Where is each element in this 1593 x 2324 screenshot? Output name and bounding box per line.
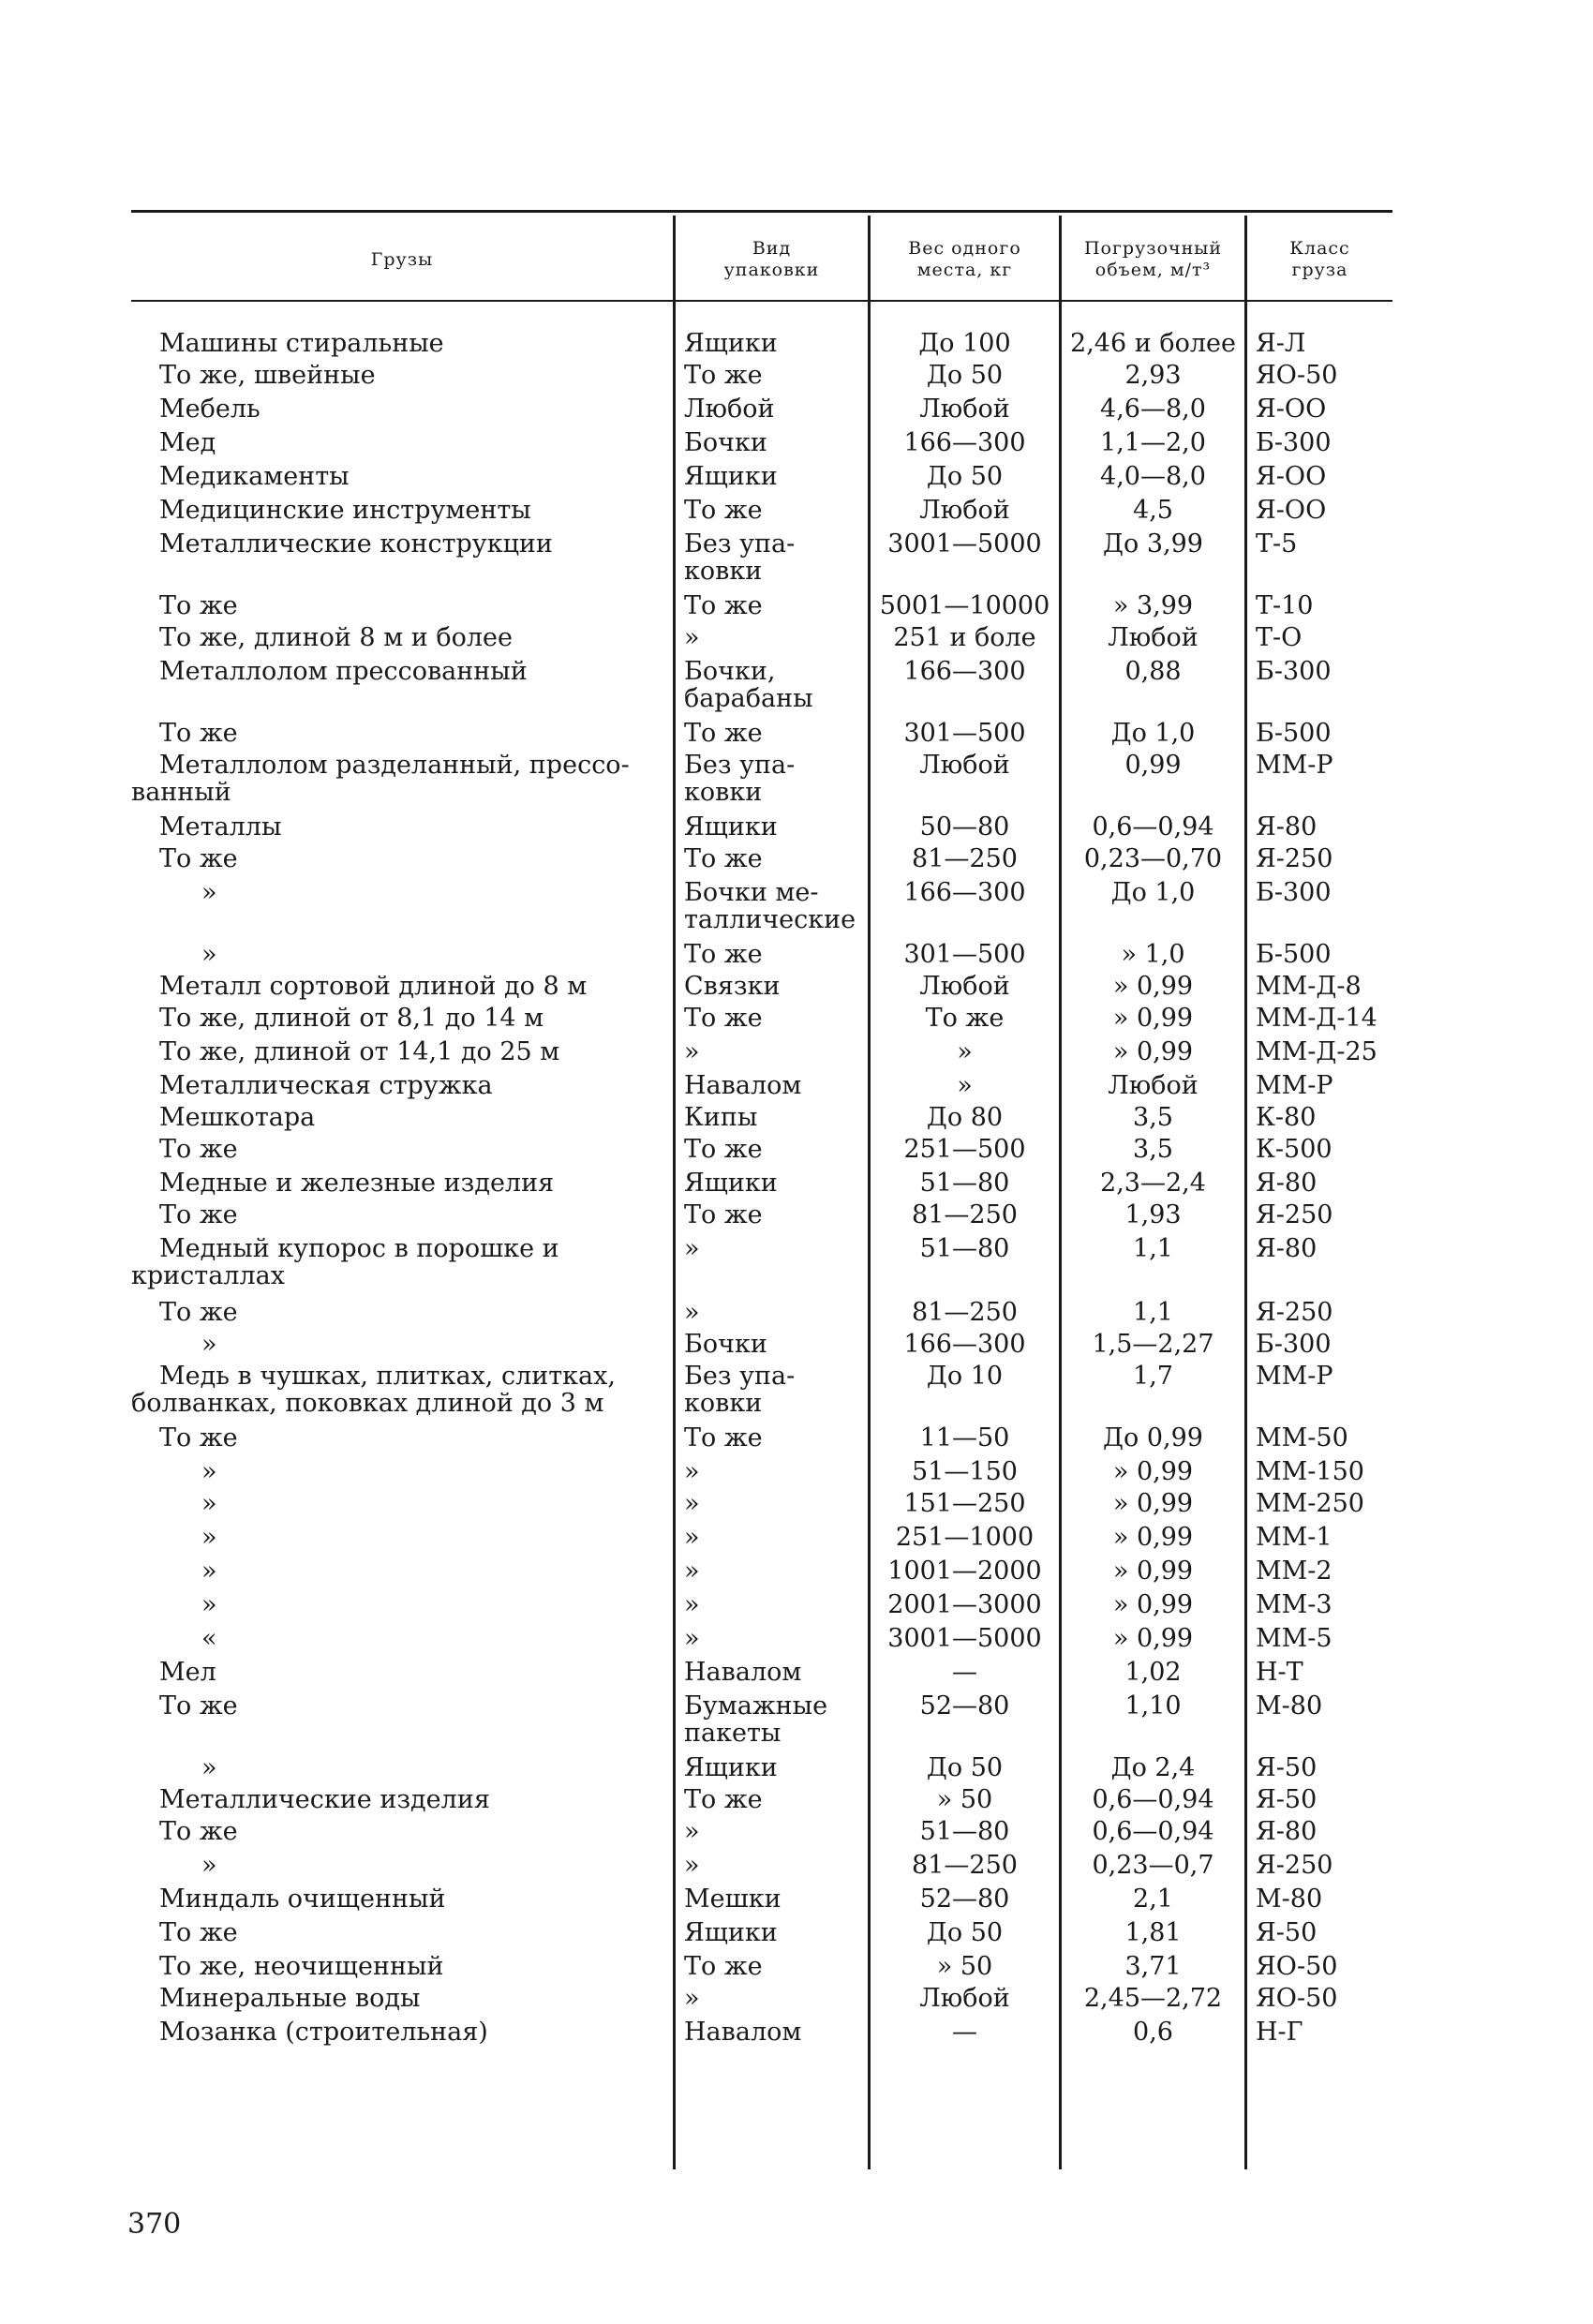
- weight-cell: 301—500: [903, 940, 1026, 969]
- volume-cell: 2,93: [1124, 361, 1182, 390]
- volume-cell: » 0,99: [1112, 972, 1194, 1001]
- cargo-cell: Мебель: [159, 395, 261, 424]
- weight-cell: 11—50: [919, 1423, 1010, 1452]
- packaging-cell: То же: [684, 1952, 763, 1981]
- class-cell: Я-80: [1256, 1817, 1318, 1846]
- weight-cell: —: [952, 2018, 977, 2047]
- header-cargo: Грузы: [370, 248, 434, 270]
- weight-cell: 166—300: [903, 878, 1026, 907]
- volume-cell: » 0,99: [1112, 1037, 1194, 1066]
- class-cell: ММ-250: [1256, 1489, 1364, 1518]
- weight-cell: До 50: [926, 1918, 1004, 1947]
- class-cell: Я-250: [1256, 1298, 1333, 1327]
- packaging-cell: Без упа- ковки: [684, 529, 796, 586]
- weight-cell: 51—150: [912, 1457, 1018, 1486]
- cargo-cell: Металлы: [159, 812, 282, 842]
- cargo-cell: »: [201, 1557, 217, 1586]
- weight-cell: 166—300: [903, 657, 1026, 686]
- cargo-cell: То же, длиной от 8,1 до 14 м: [159, 1004, 544, 1033]
- cargo-cell: То же: [159, 1918, 238, 1947]
- cargo-cell: То же: [159, 1200, 238, 1229]
- packaging-cell: То же: [684, 940, 763, 969]
- weight-cell: 166—300: [903, 428, 1026, 457]
- class-cell: Я-250: [1256, 844, 1333, 873]
- weight-cell: Любой: [919, 751, 1010, 780]
- packaging-cell: »: [684, 1984, 700, 2013]
- volume-cell: » 1,0: [1121, 940, 1185, 969]
- cargo-cell: Медицинские инструменты: [159, 496, 531, 525]
- class-cell: Б-300: [1256, 878, 1332, 907]
- weight-cell: 3001—5000: [887, 1624, 1042, 1653]
- volume-cell: » 0,99: [1112, 1624, 1194, 1653]
- volume-cell: До 1,0: [1110, 719, 1196, 748]
- packaging-cell: То же: [684, 361, 763, 390]
- class-cell: ММ-5: [1256, 1624, 1332, 1653]
- packaging-cell: Без упа- ковки: [684, 751, 796, 807]
- volume-cell: До 1,0: [1110, 878, 1196, 907]
- packaging-cell: Ящики: [684, 812, 778, 842]
- cargo-cell: То же, длиной от 14,1 до 25 м: [159, 1037, 560, 1066]
- volume-cell: 2,45—2,72: [1083, 1984, 1223, 2013]
- cargo-cell: »: [201, 1523, 217, 1552]
- header-volume: Погрузочный объем, м/т³: [1083, 238, 1223, 280]
- weight-cell: » 50: [936, 1785, 993, 1814]
- volume-cell: Любой: [1108, 623, 1198, 652]
- volume-cell: » 0,99: [1112, 1004, 1194, 1033]
- weight-cell: Любой: [919, 972, 1010, 1001]
- volume-cell: 1,5—2,27: [1092, 1330, 1214, 1359]
- cargo-cell: То же: [159, 1298, 238, 1327]
- volume-cell: 0,6—0,94: [1092, 1817, 1214, 1846]
- packaging-cell: Ящики: [684, 462, 778, 491]
- cargo-cell: «: [201, 1624, 217, 1653]
- cargo-cell: Миндаль очищенный: [159, 1885, 446, 1914]
- cargo-cell: Мел: [159, 1658, 216, 1687]
- packaging-cell: То же: [684, 1135, 763, 1164]
- volume-cell: » 3,99: [1112, 591, 1194, 620]
- class-cell: Я-50: [1256, 1785, 1318, 1814]
- weight-cell: 81—250: [912, 1200, 1018, 1229]
- class-cell: ЯО-50: [1256, 1984, 1338, 2013]
- volume-cell: 1,10: [1124, 1691, 1182, 1721]
- class-cell: К-500: [1256, 1135, 1332, 1164]
- weight-cell: До 50: [926, 1753, 1004, 1782]
- class-cell: ММ-Д-8: [1256, 972, 1362, 1001]
- header-weight: Вес одного места, кг: [908, 238, 1021, 280]
- volume-cell: До 2,4: [1110, 1753, 1196, 1782]
- packaging-cell: То же: [684, 1004, 763, 1033]
- weight-cell: 51—80: [919, 1234, 1010, 1263]
- class-cell: ММ-Д-14: [1256, 1004, 1377, 1033]
- volume-cell: 0,23—0,70: [1083, 844, 1223, 873]
- weight-cell: 1001—2000: [887, 1557, 1042, 1586]
- packaging-cell: »: [684, 1817, 700, 1846]
- cargo-cell: »: [201, 940, 217, 969]
- packaging-cell: То же: [684, 844, 763, 873]
- weight-cell: 3001—5000: [887, 529, 1042, 559]
- cargo-cell: Мед: [159, 428, 216, 457]
- weight-cell: То же: [925, 1004, 1005, 1033]
- weight-cell: 52—80: [919, 1885, 1010, 1914]
- packaging-cell: »: [684, 1851, 700, 1880]
- weight-cell: 51—80: [919, 1169, 1010, 1198]
- packaging-cell: Бочки: [684, 428, 767, 457]
- packaging-cell: Ящики: [684, 1169, 778, 1198]
- cargo-cell: То же: [159, 591, 238, 620]
- packaging-cell: То же: [684, 1785, 763, 1814]
- volume-cell: До 3,99: [1103, 529, 1203, 559]
- cargo-cell: То же, длиной 8 м и более: [159, 623, 513, 652]
- class-cell: Я-80: [1256, 812, 1318, 842]
- class-cell: ММ-50: [1256, 1423, 1348, 1452]
- volume-cell: 2,46 и более: [1070, 329, 1236, 358]
- class-cell: Я-ОО: [1256, 462, 1327, 491]
- header-packaging: Вид упаковки: [723, 238, 820, 280]
- weight-cell: 81—250: [912, 1298, 1018, 1327]
- column-divider: [673, 216, 676, 2169]
- packaging-cell: »: [684, 1590, 700, 1619]
- class-cell: ММ-3: [1256, 1590, 1332, 1619]
- volume-cell: 1,93: [1124, 1200, 1182, 1229]
- cargo-cell: То же: [159, 1817, 238, 1846]
- volume-cell: 3,71: [1124, 1952, 1182, 1981]
- class-cell: ММ-Д-25: [1256, 1037, 1377, 1066]
- volume-cell: 0,88: [1124, 657, 1182, 686]
- packaging-cell: Навалом: [684, 1071, 802, 1100]
- weight-cell: 251—1000: [895, 1523, 1035, 1552]
- volume-cell: 3,5: [1133, 1103, 1173, 1132]
- packaging-cell: То же: [684, 496, 763, 525]
- packaging-cell: Бочки ме- таллические: [684, 878, 856, 934]
- weight-cell: »: [957, 1037, 973, 1066]
- weight-cell: 166—300: [903, 1330, 1026, 1359]
- packaging-cell: Связки: [684, 972, 781, 1001]
- weight-cell: 2001—3000: [887, 1590, 1042, 1619]
- class-cell: ММ-2: [1256, 1557, 1332, 1586]
- weight-cell: » 50: [936, 1952, 993, 1981]
- packaging-cell: То же: [684, 1200, 763, 1229]
- cargo-cell: »: [201, 1489, 217, 1518]
- weight-cell: 301—500: [903, 719, 1026, 748]
- class-cell: Т-10: [1256, 591, 1314, 620]
- class-cell: ММ-Р: [1256, 1071, 1333, 1100]
- weight-cell: —: [952, 1658, 977, 1687]
- volume-cell: » 0,99: [1112, 1489, 1194, 1518]
- volume-cell: 0,6—0,94: [1092, 1785, 1214, 1814]
- weight-cell: 52—80: [919, 1691, 1010, 1721]
- volume-cell: 1,1: [1133, 1234, 1173, 1263]
- packaging-cell: »: [684, 1298, 700, 1327]
- cargo-cell: Медные и железные изделия: [159, 1169, 555, 1198]
- cargo-cell: То же: [159, 1423, 238, 1452]
- packaging-cell: То же: [684, 719, 763, 748]
- volume-cell: » 0,99: [1112, 1523, 1194, 1552]
- class-cell: Я-Л: [1256, 329, 1306, 358]
- class-cell: М-80: [1256, 1691, 1323, 1721]
- volume-cell: До 0,99: [1103, 1423, 1203, 1452]
- packaging-cell: »: [684, 1457, 700, 1486]
- cargo-cell: Металлическая стружка: [159, 1071, 493, 1100]
- volume-cell: » 0,99: [1112, 1590, 1194, 1619]
- volume-cell: 1,81: [1124, 1918, 1182, 1947]
- class-cell: ММ-Р: [1256, 1362, 1333, 1391]
- class-cell: Я-ОО: [1256, 496, 1327, 525]
- cargo-cell: Медный купорос в порошке и кристаллах: [131, 1234, 559, 1290]
- volume-cell: 2,3—2,4: [1100, 1169, 1206, 1198]
- class-cell: Я-ОО: [1256, 395, 1327, 424]
- cargo-cell: »: [201, 1753, 217, 1782]
- volume-cell: 0,23—0,7: [1092, 1851, 1214, 1880]
- weight-cell: 151—250: [903, 1489, 1026, 1518]
- volume-cell: 0,6—0,94: [1092, 812, 1214, 842]
- weight-cell: 5001—10000: [879, 591, 1050, 620]
- volume-cell: 4,6—8,0: [1100, 395, 1206, 424]
- cargo-cell: То же: [159, 1135, 238, 1164]
- volume-cell: » 0,99: [1112, 1557, 1194, 1586]
- class-cell: М-80: [1256, 1885, 1323, 1914]
- volume-cell: 1,1: [1133, 1298, 1173, 1327]
- weight-cell: 251 и боле: [893, 623, 1036, 652]
- packaging-cell: То же: [684, 591, 763, 620]
- class-cell: ММ-Р: [1256, 751, 1333, 780]
- packaging-cell: Навалом: [684, 1658, 802, 1687]
- weight-cell: 251—500: [903, 1135, 1026, 1164]
- weight-cell: До 10: [926, 1362, 1004, 1391]
- class-cell: ЯО-50: [1256, 1952, 1338, 1981]
- packaging-cell: Навалом: [684, 2018, 802, 2047]
- weight-cell: До 50: [926, 462, 1004, 491]
- cargo-cell: Металлические конструкции: [159, 529, 553, 559]
- packaging-cell: Ящики: [684, 1918, 778, 1947]
- class-cell: Я-250: [1256, 1200, 1333, 1229]
- packaging-cell: Ящики: [684, 329, 778, 358]
- cargo-cell: »: [201, 1590, 217, 1619]
- header-class: Класс груза: [1289, 238, 1350, 280]
- cargo-cell: Минеральные воды: [159, 1984, 421, 2013]
- class-cell: ММ-150: [1256, 1457, 1364, 1486]
- packaging-cell: Любой: [684, 395, 775, 424]
- class-cell: ЯО-50: [1256, 361, 1338, 390]
- class-cell: Б-500: [1256, 940, 1332, 969]
- cargo-cell: »: [201, 1457, 217, 1486]
- class-cell: Я-80: [1256, 1234, 1318, 1263]
- table-top-rule: [131, 210, 1392, 213]
- weight-cell: 81—250: [912, 844, 1018, 873]
- cargo-cell: Металлолом прессованный: [159, 657, 528, 686]
- class-cell: Я-250: [1256, 1851, 1333, 1880]
- class-cell: Н-Т: [1256, 1658, 1303, 1687]
- packaging-cell: Ящики: [684, 1753, 778, 1782]
- packaging-cell: Бумажные пакеты: [684, 1691, 828, 1748]
- weight-cell: 50—80: [919, 812, 1010, 842]
- volume-cell: 1,02: [1124, 1658, 1182, 1687]
- weight-cell: До 50: [926, 361, 1004, 390]
- cargo-cell: То же: [159, 1691, 238, 1721]
- class-cell: Б-300: [1256, 657, 1332, 686]
- weight-cell: Любой: [919, 395, 1010, 424]
- packaging-cell: »: [684, 1523, 700, 1552]
- weight-cell: Любой: [919, 496, 1010, 525]
- volume-cell: 4,5: [1133, 496, 1173, 525]
- class-cell: Б-300: [1256, 1330, 1332, 1359]
- packaging-cell: То же: [684, 1423, 763, 1452]
- packaging-cell: »: [684, 1489, 700, 1518]
- column-divider: [1244, 216, 1247, 2169]
- weight-cell: 51—80: [919, 1817, 1010, 1846]
- class-cell: Я-50: [1256, 1918, 1318, 1947]
- cargo-cell: То же: [159, 719, 238, 748]
- cargo-cell: Металл сортовой длиной до 8 м: [159, 972, 588, 1001]
- cargo-cell: »: [201, 1851, 217, 1880]
- cargo-cell: Металлические изделия: [159, 1785, 490, 1814]
- page-number: 370: [127, 2208, 182, 2241]
- cargo-cell: Мозанка (строительная): [159, 2018, 488, 2047]
- class-cell: Я-50: [1256, 1753, 1318, 1782]
- cargo-cell: Металлолом разделанный, прессо- ванный: [131, 751, 630, 807]
- cargo-cell: То же, швейные: [159, 361, 376, 390]
- weight-cell: »: [957, 1071, 973, 1100]
- volume-cell: » 0,99: [1112, 1457, 1194, 1486]
- cargo-cell: То же: [159, 844, 238, 873]
- class-cell: К-80: [1256, 1103, 1317, 1132]
- cargo-cell: То же, неочищенный: [159, 1952, 444, 1981]
- volume-cell: 1,1—2,0: [1100, 428, 1206, 457]
- cargo-cell: Медикаменты: [159, 462, 350, 491]
- cargo-cell: »: [201, 1330, 217, 1359]
- volume-cell: Любой: [1108, 1071, 1198, 1100]
- cargo-cell: Медь в чушках, плитках, слитках, болванках, поковках длиной до 3 м: [131, 1362, 616, 1418]
- weight-cell: До 100: [918, 329, 1011, 358]
- packaging-cell: Бочки: [684, 1330, 767, 1359]
- volume-cell: 0,99: [1124, 751, 1182, 780]
- volume-cell: 3,5: [1133, 1135, 1173, 1164]
- cargo-cell: »: [201, 878, 217, 907]
- class-cell: Б-300: [1256, 428, 1332, 457]
- class-cell: Я-80: [1256, 1169, 1318, 1198]
- packaging-cell: Мешки: [684, 1885, 782, 1914]
- packaging-cell: »: [684, 1557, 700, 1586]
- weight-cell: 81—250: [912, 1851, 1018, 1880]
- class-cell: Т-5: [1256, 529, 1298, 559]
- packaging-cell: Бочки, барабаны: [684, 657, 813, 713]
- class-cell: Н-Г: [1256, 2018, 1303, 2047]
- volume-cell: 2,1: [1133, 1885, 1173, 1914]
- weight-cell: Любой: [919, 1984, 1010, 2013]
- packaging-cell: »: [684, 1234, 700, 1263]
- volume-cell: 1,7: [1133, 1362, 1173, 1391]
- packaging-cell: Кипы: [684, 1103, 758, 1132]
- packaging-cell: »: [684, 1037, 700, 1066]
- volume-cell: 4,0—8,0: [1100, 462, 1206, 491]
- weight-cell: До 80: [926, 1103, 1004, 1132]
- packaging-cell: Без упа- ковки: [684, 1362, 796, 1418]
- cargo-cell: Машины стиральные: [159, 329, 444, 358]
- packaging-cell: »: [684, 1624, 700, 1653]
- class-cell: Т-О: [1256, 623, 1303, 652]
- class-cell: Б-500: [1256, 719, 1332, 748]
- packaging-cell: »: [684, 623, 700, 652]
- cargo-cell: Мешкотара: [159, 1103, 316, 1132]
- class-cell: ММ-1: [1256, 1523, 1332, 1552]
- volume-cell: 0,6: [1133, 2018, 1173, 2047]
